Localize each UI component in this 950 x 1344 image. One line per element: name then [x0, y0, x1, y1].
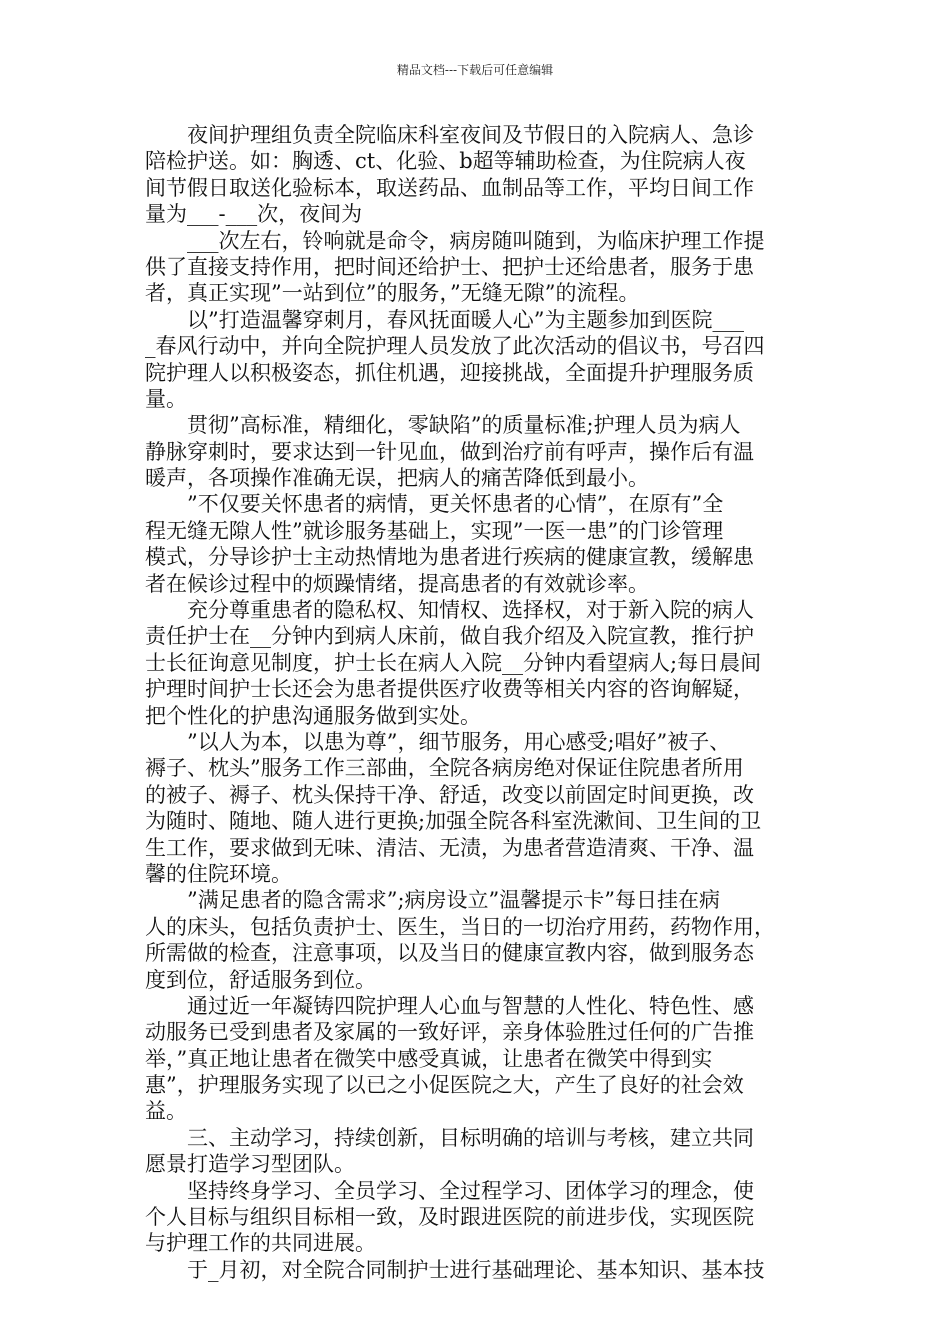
text-line: _春风行动中，并向全院护理人员发放了此次活动的倡议书，号召四 — [145, 334, 765, 359]
text-line: 举，”真正地让患者在微笑中感受真诚，让患者在微笑中得到实 — [145, 1046, 713, 1071]
text-line: 模式，分导诊护士主动热情地为患者进行疾病的健康宣教，缓解患 — [145, 545, 754, 570]
text-line: 士长征询意见制度，护士长在病人入院__分钟内看望病人;每日晨间 — [145, 650, 762, 675]
text-line: 者，真正实现”一站到位”的服务，”无缝无隙”的流程。 — [145, 281, 640, 306]
text-line: 惠”，护理服务实现了以已之小促医院之大，产生了良好的社会效 — [145, 1073, 744, 1098]
text-line: 量。 — [145, 386, 187, 411]
text-line: 间节假日取送化验标本，取送药品、血制品等工作，平均日间工作 — [145, 175, 754, 200]
text-line: 所需做的检查，注意事项，以及当日的健康宣教内容，做到服务态 — [145, 941, 754, 966]
text-line: 静脉穿刺时，要求达到一针见血，做到治疗前有呼声，操作后有温 — [145, 439, 754, 464]
text-line: 暖声，各项操作准确无误，把病人的痛苦降低到最小。 — [145, 466, 649, 491]
text-line: 护理时间护士长还会为患者提供医疗收费等相关内容的咨询解疑， — [145, 677, 754, 702]
text-line: 责任护士在__分钟内到病人床前，做自我介绍及入院宣教，推行护 — [145, 624, 754, 649]
text-line: ___次左右，铃响就是命令，病房随叫随到，为临床护理工作提 — [187, 228, 765, 253]
text-line: 褥子、枕头”服务工作三部曲，全院各病房绝对保证住院患者所用 — [145, 756, 744, 781]
text-line: 量为___-___次，夜间为 — [145, 202, 363, 227]
text-line: 益。 — [145, 1099, 187, 1124]
text-line: 愿景打造学习型团队。 — [145, 1152, 355, 1177]
text-line: 馨的住院环境。 — [145, 861, 292, 886]
text-line: 动服务已受到患者及家属的一致好评，亲身体验胜过任何的广告推 — [145, 1020, 754, 1045]
text-line: 贯彻”高标准，精细化，零缺陷”的质量标准;护理人员为病人 — [187, 413, 741, 438]
text-line: ”不仅要关怀患者的病情，更关怀患者的心情”，在原有”全 — [187, 492, 724, 517]
text-line: ”以人为本，以患为尊”，细节服务，用心感受;唱好”被子、 — [187, 729, 731, 754]
text-line: 供了直接支持作用，把时间还给护士、把护士还给患者，服务于患 — [145, 254, 754, 279]
document-body — [145, 122, 825, 1283]
text-line: 坚持终身学习、全员学习、全过程学习、团体学习的理念，使 — [187, 1178, 754, 1203]
text-line: 程无缝无隙人性”就诊服务基础上，实现”一医一患”的门诊管理 — [145, 518, 724, 543]
text-line: 于_月初，对全院合同制护士进行基础理论、基本知识、基本技 — [187, 1257, 765, 1282]
text-line: ”满足患者的隐含需求”;病房设立”温馨提示卡”每日挂在病 — [187, 888, 721, 913]
text-line: 个人目标与组织目标相一致，及时跟进医院的前进步伐，实现医院 — [145, 1205, 754, 1230]
text-line: 夜间护理组负责全院临床科室夜间及节假日的入院病人、急诊 — [187, 123, 754, 147]
text-line: 陪检护送。如：胸透、ct、化验、b超等辅助检查，为住院病人夜 — [145, 149, 746, 174]
text-line: 者在候诊过程中的烦躁情绪，提高患者的有效就诊率。 — [145, 571, 649, 596]
text-line: 为随时、随地、随人进行更换;加强全院各科室洗漱间、卫生间的卫 — [145, 809, 762, 834]
text-line: 三、主动学习，持续创新，目标明确的培训与考核，建立共同 — [187, 1125, 754, 1150]
text-line: 把个性化的护患沟通服务做到实处。 — [145, 703, 481, 728]
text-line: 的被子、褥子、枕头保持干净、舒适，改变以前固定时间更换，改 — [145, 782, 754, 807]
text-line: 充分尊重患者的隐私权、知情权、选择权，对于新入院的病人 — [187, 598, 754, 623]
text-line: 院护理人以积极姿态，抓住机遇，迎接挑战，全面提升护理服务质 — [145, 360, 754, 385]
page-header: 精品文档---下载后可任意编辑 — [396, 63, 554, 77]
text-line: 通过近一年凝铸四院护理人心血与智慧的人性化、特色性、感 — [187, 993, 754, 1018]
text-line: 人的床头，包括负责护士、医生，当日的一切治疗用药，药物作用， — [145, 914, 775, 939]
text-line: 生工作，要求做到无味、清洁、无渍，为患者营造清爽、干净、温 — [145, 835, 754, 860]
text-line: 度到位，舒适服务到位。 — [145, 967, 376, 992]
text-line: 与护理工作的共同进展。 — [145, 1231, 376, 1256]
text-line: 以”打造温馨穿刺月，春风抚面暖人心”为主题参加到医院___ — [187, 307, 744, 332]
